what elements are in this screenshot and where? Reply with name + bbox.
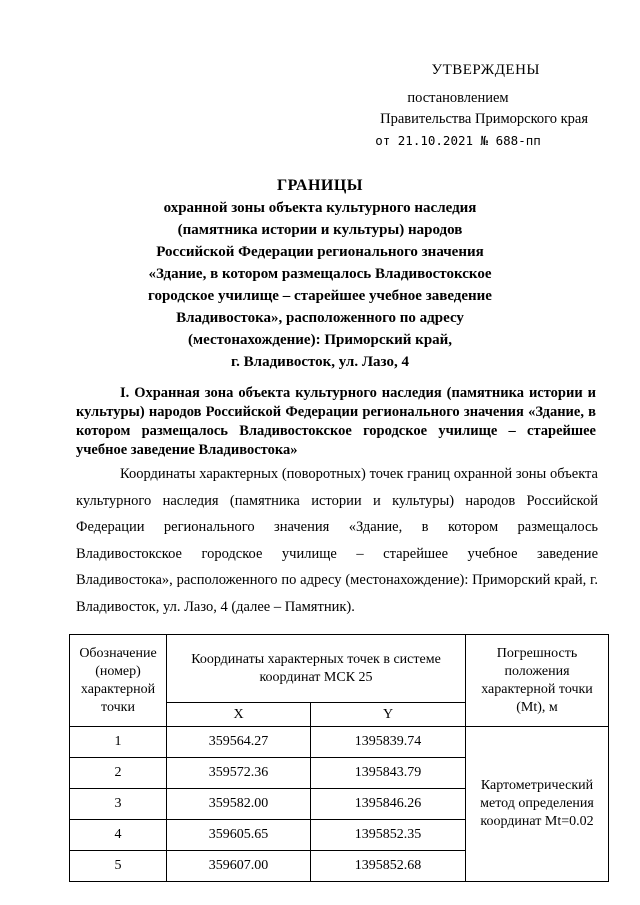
cell-x: 359572.36 [167,758,311,789]
coordinates-table [69,634,609,882]
cell-x: 359564.27 [167,727,311,758]
approved-label: УТВЕРЖДЕНЫ [431,62,540,78]
header-coordinates: Координаты характерных точек в системе координат МСК 25 [167,635,466,703]
cell-point-number: 4 [70,820,167,851]
title-line: (местонахождение): Приморский край, [187,332,453,348]
title-line: Владивостока», расположенного по адресу [176,310,464,326]
approval-date: от 21.10.2021 № 688-пп [375,133,541,148]
approval-block [328,88,588,151]
title-line: (памятника истории и культуры) народов [177,222,463,238]
cell-point-number: 3 [70,789,167,820]
cell-y: 1395852.68 [311,851,466,882]
cell-x: 359582.00 [167,789,311,820]
approval-line-resolution: постановлением [407,90,509,106]
section-heading: I. Охранная зона объекта культурного наследия (памятника истории и культуры) народов Российской Федерации регионального значения «Здание, в котором размещалось Владивостокское городское училище – старейшее учебное заведение Владивостока» [76,385,596,458]
cell-error-method: Картометрический метод определения координат Mt=0.02 [466,727,609,882]
cell-y: 1395852.35 [311,820,466,851]
header-error: Погрешность положения характерной точки (Mt), м [466,635,609,727]
cell-point-number: 5 [70,851,167,882]
body-paragraph: Координаты характерных (поворотных) точек границ охранной зоны объекта культурного наследия (памятника истории и культуры) народов Российской Федерации регионального значения «Здание, в котором размещалось Владивостокское городское училище – старейшее учебное заведение Владивостока», расположенного по адресу (местонахождение): Приморский край, г. Владивосток, ул. Лазо, 4 (далее – Памятник). [76,466,598,615]
title-line: охранной зоны объекта культурного наследия [163,200,477,216]
cell-x: 359605.65 [167,820,311,851]
cell-y: 1395843.79 [311,758,466,789]
title-line: г. Владивосток, ул. Лазо, 4 [231,354,409,370]
header-y: Y [311,703,466,727]
header-x: X [167,703,311,727]
header-designation: Обозначение (номер) характерной точки [70,635,167,727]
cell-y: 1395846.26 [311,789,466,820]
document-title [0,175,640,373]
title-heading: ГРАНИЦЫ [276,177,363,194]
table-header-row [70,635,609,703]
cell-point-number: 1 [70,727,167,758]
title-line: Российской Федерации регионального значения [156,244,484,260]
table-row [70,727,609,758]
approval-line-government: Правительства Приморского края [380,111,588,127]
cell-y: 1395839.74 [311,727,466,758]
title-line: «Здание, в котором размещалось Владивостокское [148,266,492,282]
cell-x: 359607.00 [167,851,311,882]
title-line: городское училище – старейшее учебное заведение [148,288,492,304]
cell-point-number: 2 [70,758,167,789]
